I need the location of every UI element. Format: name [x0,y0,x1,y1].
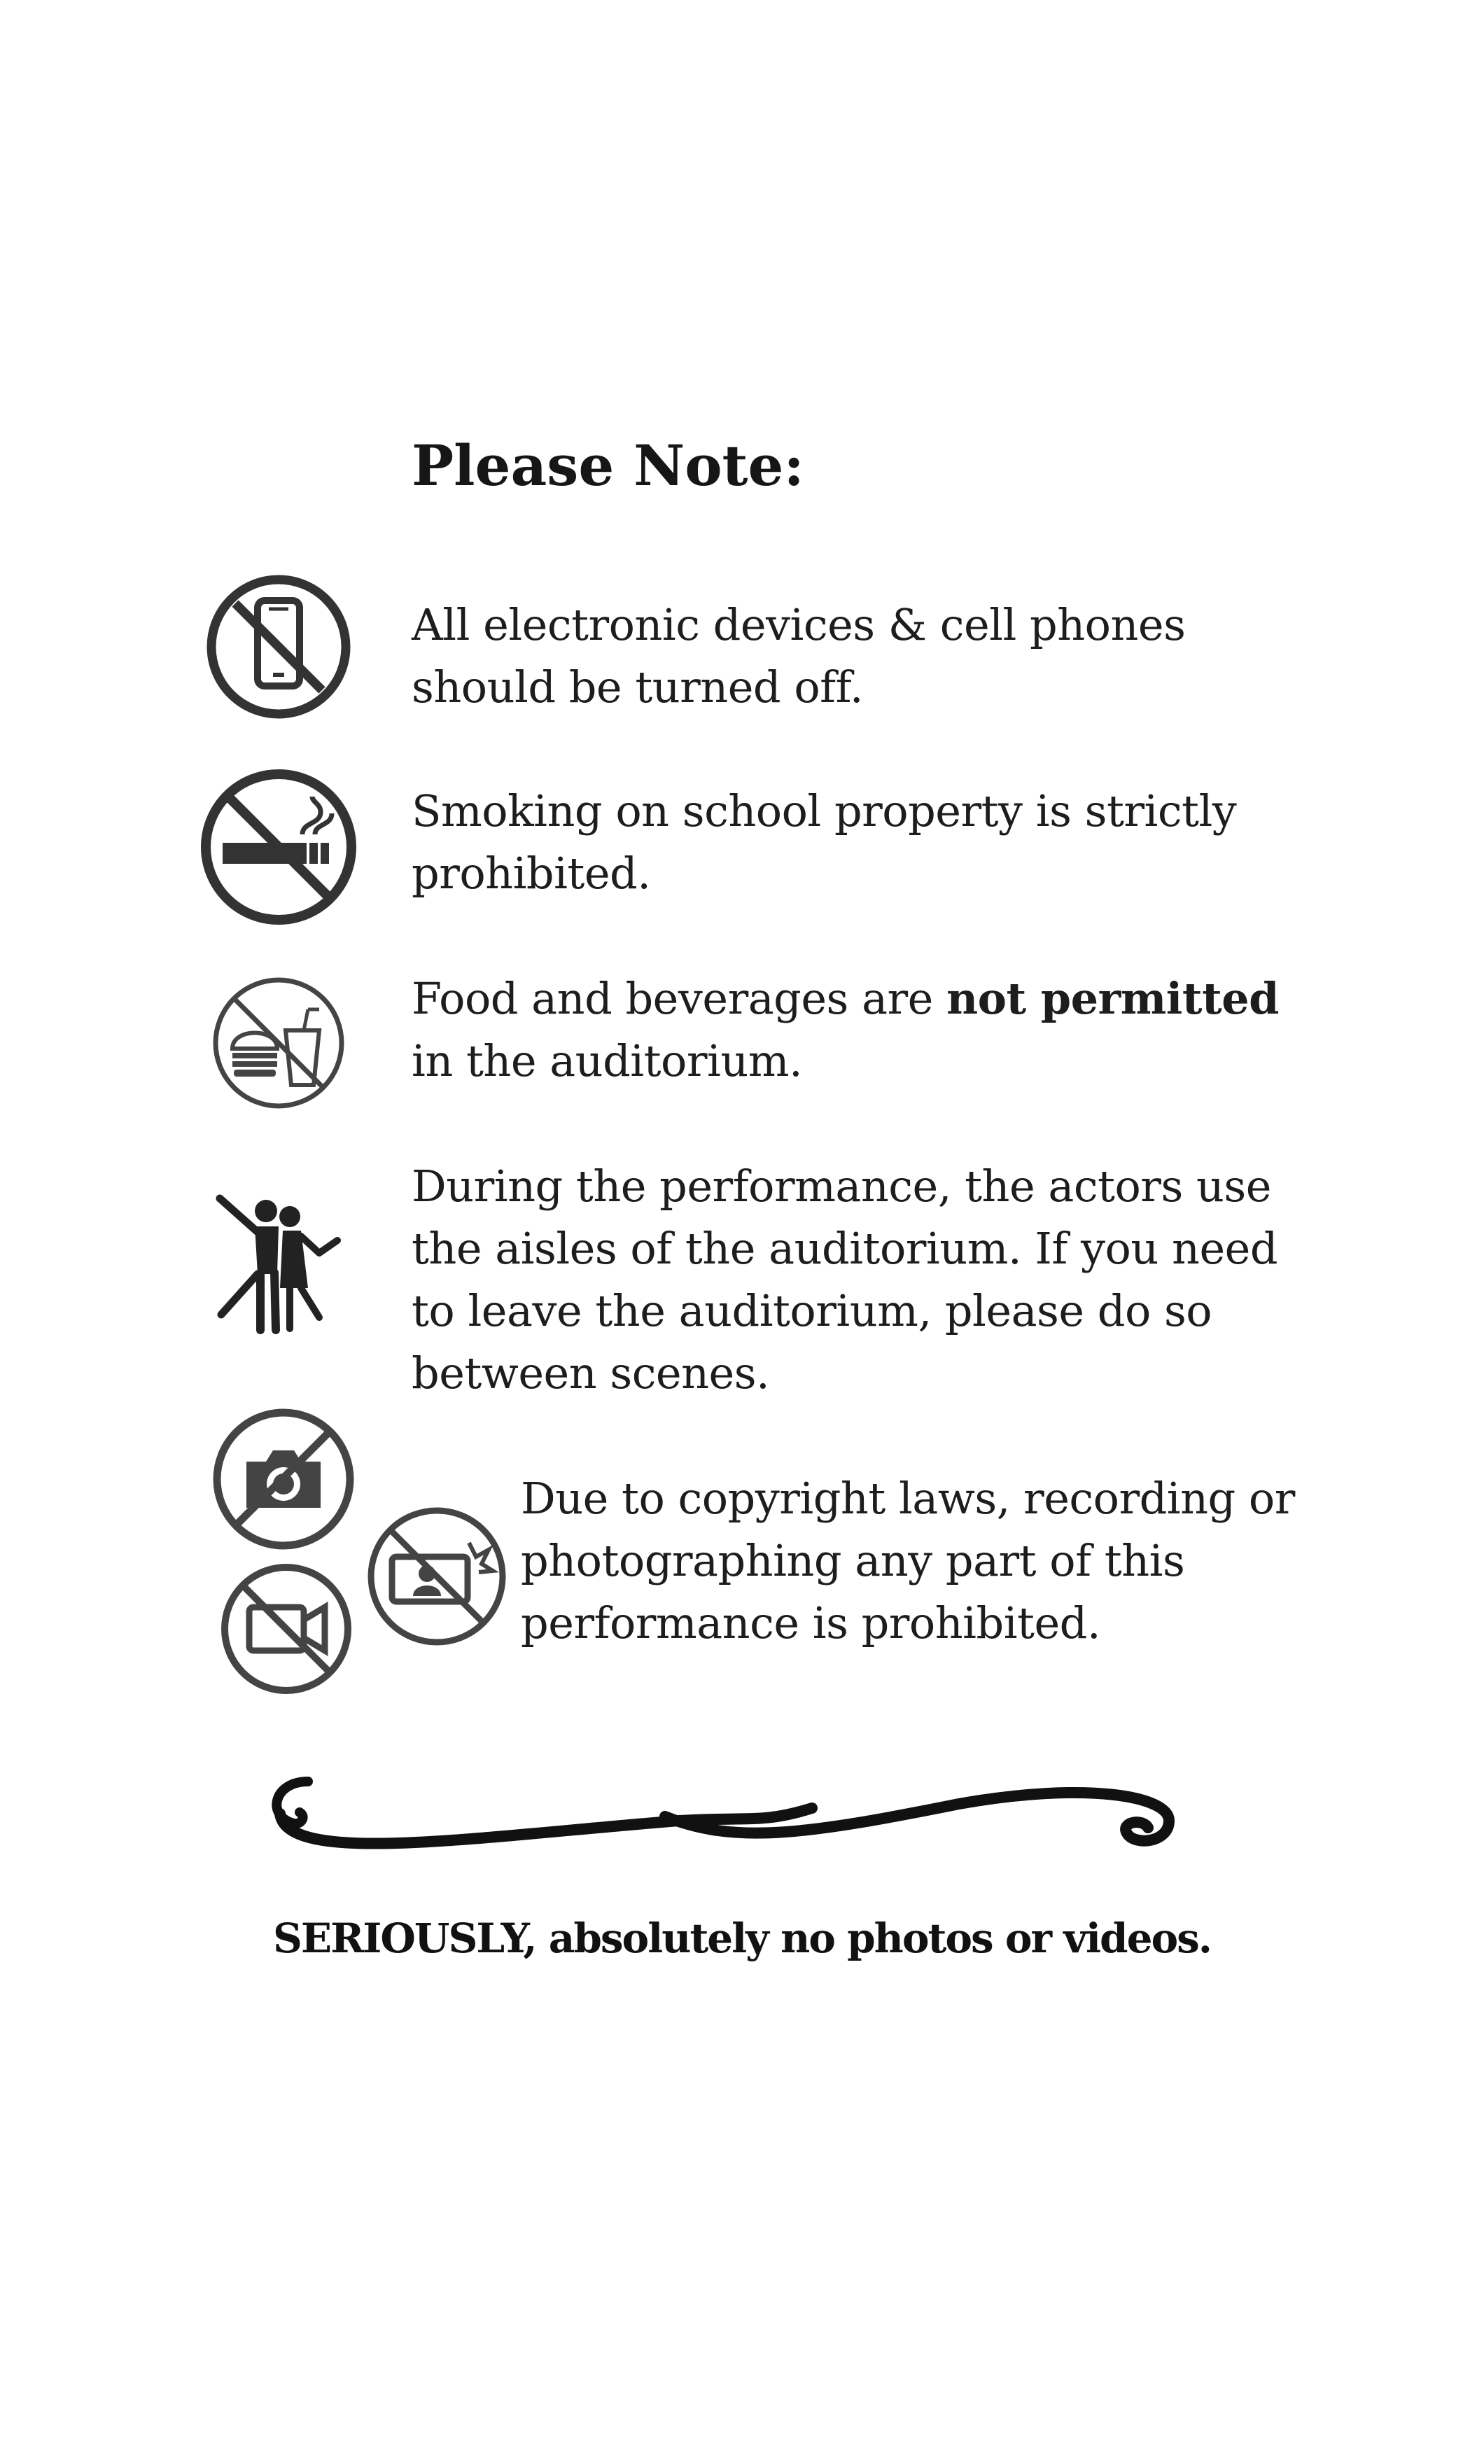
note-copyright-line1: Due to copyright laws, recording or [521,1473,1295,1524]
footer-text: absolutely no photos or videos. [536,1914,1212,1962]
note-aisles-line3: to leave the auditorium, please do so [412,1285,1212,1336]
swirl-divider [259,1768,1190,1882]
note-smoking-line1: Smoking on school property is strictly [412,785,1237,836]
note-devices [412,594,1185,718]
note-aisles-line4: between scenes. [412,1348,770,1399]
note-devices-line1: All electronic devices & cell phones [412,599,1186,650]
note-food-line2: in the auditorium. [412,1035,803,1086]
note-devices-line2: should be turned off. [412,662,864,713]
note-copyright [521,1467,1295,1654]
footer-emphasis: SERIOUSLY, [272,1914,536,1962]
note-food [412,967,1279,1092]
note-smoking-line2: prohibited. [412,848,651,899]
no-food-drink-icon [210,974,347,1112]
no-video-icon [218,1561,354,1697]
no-selfie-icon [364,1504,510,1649]
page-title: Please Note: [412,433,804,498]
note-food-emphasis: not permitted [946,973,1279,1024]
note-copyright-line3: performance is prohibited. [521,1597,1101,1648]
note-food-text: Food and beverages are [412,973,947,1024]
no-camera-icon [210,1406,357,1553]
note-copyright-line2: photographing any part of this [521,1535,1185,1586]
note-aisles-line2: the aisles of the auditorium. If you need [412,1223,1278,1274]
no-smoking-icon [197,766,360,928]
note-aisles-line1: During the performance, the actors use [412,1161,1271,1212]
note-smoking [412,780,1236,904]
note-food-line1 [412,967,1279,1030]
no-cell-phone-icon [204,573,353,721]
footer-warning [0,1914,1484,1962]
note-aisles [412,1155,1278,1404]
actors-dancing-icon [214,1190,343,1337]
